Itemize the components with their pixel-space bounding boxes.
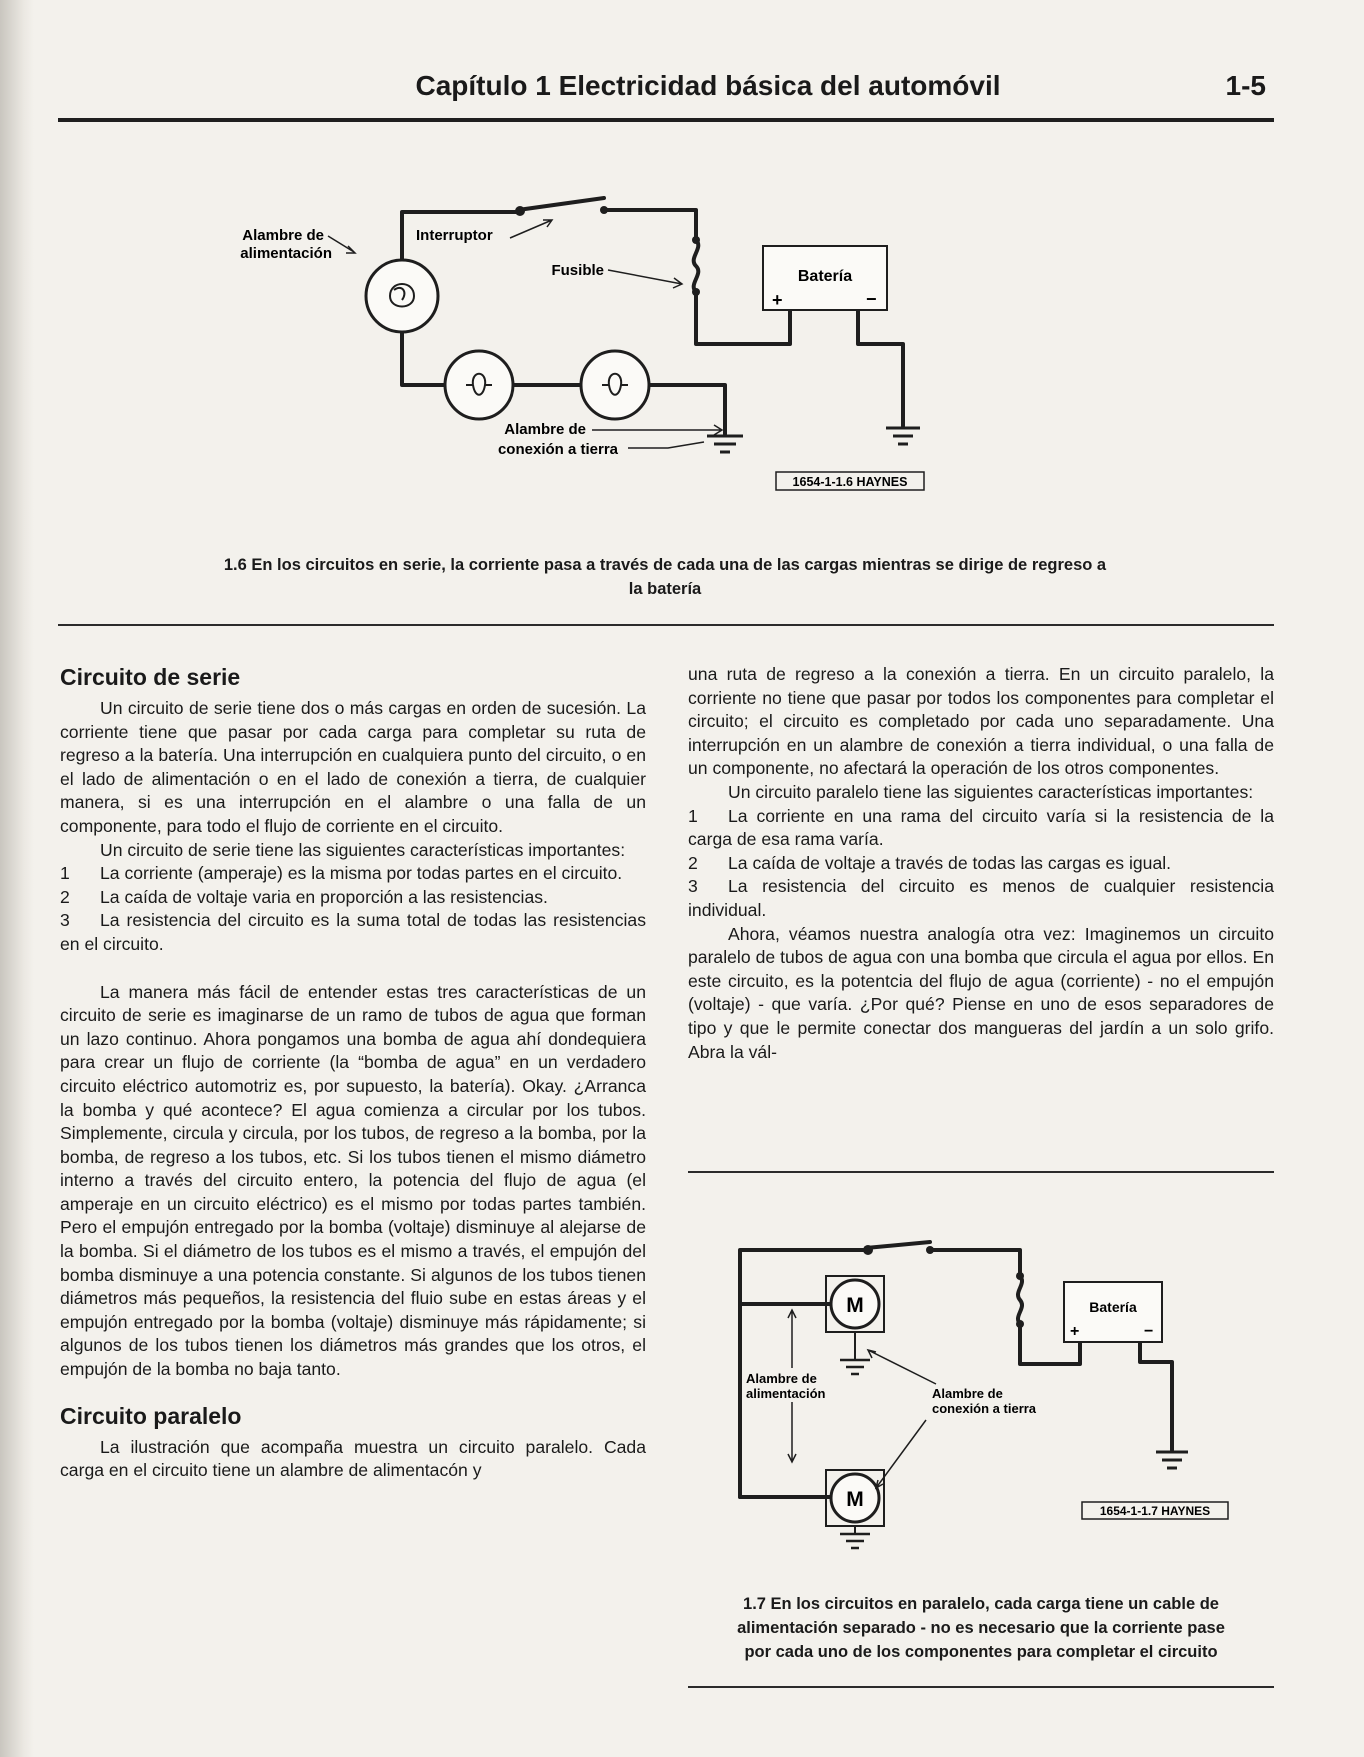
battery-label: Batería xyxy=(797,268,853,285)
switch-label: Interruptor xyxy=(416,227,493,244)
figure-1-7-caption xyxy=(688,1592,1274,1664)
paragraph: Ahora, véamos nuestra analogía otra vez: Imaginemos un circuito paralelo de tubos de agua con una bomba que circula el agua por ellos. En este circuito, es la potentcia del flujo de agua (corriente) - no el empujón (voltaje) - que varía. ¿Por qué? Piense en uno de esos separadores de tipo y que le permite conectar dos mangueras del jardín a un solo grifo. Abra la vál- xyxy=(688,923,1274,1062)
battery-minus: − xyxy=(1144,1323,1154,1340)
caption-line-1: 1.6 En los circuitos en serie, la corriente pasa a través de cada una de las cargas mientras se dirige de regreso a xyxy=(223,556,1107,574)
fuse-symbol xyxy=(1018,1276,1022,1324)
ground-symbol-icon xyxy=(840,1360,870,1374)
page-binding-shadow xyxy=(0,0,34,1757)
ground-symbol-icon xyxy=(707,436,743,452)
paragraph: Un circuito de serie tiene las siguientes características importantes: xyxy=(100,839,626,860)
arrow-icon xyxy=(788,1310,796,1368)
ground-symbol-icon xyxy=(840,1534,870,1548)
arrow-icon xyxy=(592,425,722,435)
caption-line-2: la batería xyxy=(628,580,702,598)
feed-wire-label-1: Alambre de xyxy=(242,227,324,244)
caption-line-3: por cada uno de los componentes para completar el circuito xyxy=(744,1643,1218,1661)
battery-plus: + xyxy=(1070,1323,1080,1340)
switch-pivot xyxy=(515,206,525,216)
list-number: 2 xyxy=(688,852,698,873)
paragraph: La manera más fácil de entender estas tres características de un circuito de serie es imaginarse de un ramo de tubos de agua que forman un lazo continuo. Ahora pongamos una bomba de agua ahí dondequiera para crear un flujo de corriente (la “bomba de agua” en un verdadero circuito eléctrico automotriz es, por supuesto, la batería). Okay. ¿Arranca la bomba y qué acontece? El agua comienza a circular por los tubos. Simplemente, circula y circula, por los tubos, de regreso a la bomba, por la bomba, de regreso a los tubos, etc. Si los tubos tienen el mismo diámetro interno a través del circuito entero, la potencia del flujo de agua (el amperaje en un circuito eléctrico) es el mismo por todas partes también. Pero el empujón entregado por la bomba (voltaje) disminuye al alejarse de la bomba. Si el diámetro de los tubos es el mismo a través, el empujón del bomba disminuye a una potencia constante. Si algunos de los tubos tienen diámetros más pequeños, la resistencia del fluio sube en estas áreas y el empujón entregado por la bomba (voltaje) disminuye más rápidamente; si algunos de los tubos tienen los diámetros más grandes que los otros, el empujón de la bomba no baja tanto. xyxy=(60,981,646,1380)
arrow-icon xyxy=(510,220,552,238)
parallel-heading: Circuito paralelo xyxy=(60,1402,242,1429)
divider xyxy=(58,624,1274,626)
series-heading: Circuito de serie xyxy=(60,664,241,690)
ground-symbol-icon xyxy=(1156,1452,1188,1468)
list-item xyxy=(60,862,646,886)
ground-wire-label-1: Alambre de xyxy=(504,421,586,438)
arrow-icon xyxy=(868,1350,936,1384)
paragraph: Un circuito paralelo tiene las siguientes características importantes: xyxy=(728,781,1254,802)
series-circuit-diagram xyxy=(230,180,950,500)
list-number: 3 xyxy=(688,876,698,897)
arrow-icon xyxy=(876,1420,926,1488)
battery-label: Batería xyxy=(1089,1299,1137,1315)
list-item xyxy=(60,886,646,910)
figure-code-label: 1654-1-1.6 HAYNES xyxy=(792,475,908,489)
arrow-icon xyxy=(328,236,355,253)
fuse-symbol xyxy=(694,240,699,292)
figure-code-label: 1654-1-1.7 HAYNES xyxy=(1099,1504,1211,1518)
list-number: 1 xyxy=(60,863,70,884)
parallel-circuit-diagram xyxy=(730,1232,1250,1552)
list-item xyxy=(688,805,1274,852)
list-text: La caída de voltaje a través de todas las cargas es igual. xyxy=(728,852,1172,873)
arrow-icon xyxy=(788,1402,796,1462)
battery-minus: − xyxy=(866,289,877,309)
list-text: La resistencia del circuito es la suma total de todas las resistencias en el circuito. xyxy=(60,910,646,954)
left-column xyxy=(60,663,646,1483)
page-header xyxy=(58,58,1274,122)
chapter-title: Capítulo 1 Electricidad básica del automóvil xyxy=(415,70,1001,101)
arrow-icon xyxy=(628,442,704,448)
list-number: 3 xyxy=(60,910,70,931)
figure-1-6-caption xyxy=(120,553,1210,601)
right-column xyxy=(688,663,1274,1064)
feed-wire-label-2: alimentación xyxy=(746,1386,826,1401)
list-text: La corriente (amperaje) es la misma por todas partes en el circuito. xyxy=(100,863,623,884)
lamp-2-icon xyxy=(445,351,513,419)
motor-2-label: M xyxy=(846,1488,864,1511)
paragraph: Un circuito de serie tiene dos o más cargas en orden de sucesión. La corriente tiene que pasar por cada carga para completar su ruta de regreso a la batería. Una interrupción en cualquiera punto del circuito, o en el lado de alimentación o en el lado de conexión a tierra, de cualquier manera, si es una interrupción en el alambre o una falla de un componente, para todo el flujo de corriente en el circuito. xyxy=(60,698,646,836)
series-wire xyxy=(402,332,446,385)
paragraph: La ilustración que acompaña muestra un circuito paralelo. Cada carga en el circuito tiene un alambre de alimentacón y xyxy=(60,1436,646,1481)
switch-blade xyxy=(866,1242,930,1248)
caption-line-2: alimentación separado - no es necesario que la corriente pase xyxy=(737,1619,1225,1637)
page-number: 1-5 xyxy=(1225,70,1266,101)
ground-wire-label-2: conexión a tierra xyxy=(932,1401,1037,1416)
battery-plus: + xyxy=(772,290,783,310)
feed-wire-label-1: Alambre de xyxy=(746,1371,817,1386)
top-wire-right xyxy=(604,210,696,240)
list-item xyxy=(60,909,646,956)
list-number: 2 xyxy=(60,886,70,907)
divider xyxy=(688,1686,1274,1688)
lamp-1-icon xyxy=(366,260,438,332)
list-item xyxy=(688,875,1274,922)
list-item xyxy=(688,852,1274,876)
motor-1-label: M xyxy=(846,1294,864,1317)
feed-wire-label-2: alimentación xyxy=(240,245,332,262)
fuse-label: Fusible xyxy=(551,262,604,279)
caption-line-1: 1.7 En los circuitos en paralelo, cada carga tiene un cable de xyxy=(743,1595,1219,1613)
list-text: La resistencia del circuito es menos de cualquier resistencia individual. xyxy=(688,876,1274,920)
ground-wire-label-2: conexión a tierra xyxy=(497,441,619,458)
switch-contact xyxy=(600,206,608,214)
ground-symbol-icon xyxy=(886,428,920,444)
arrow-icon xyxy=(608,270,682,288)
paragraph: una ruta de regreso a la conexión a tierra. En un circuito paralelo, la corriente no tiene que pasar por todos los componentes para completar el circuito; el circuito es completado por cada uno separadamente. Una interrupción en un alambre de conexión a tierra individual, o una falla de un componente, no afectará la operación de los otros componentes. xyxy=(688,664,1274,779)
list-number: 1 xyxy=(688,805,698,826)
switch-blade xyxy=(518,198,604,210)
ground-wire-label-1: Alambre de xyxy=(932,1386,1003,1401)
list-text: La corriente en una rama del circuito varía si la resistencia de la carga de esa rama varía. xyxy=(688,805,1274,850)
lamp-3-icon xyxy=(581,351,649,419)
divider xyxy=(688,1171,1274,1173)
list-text: La caída de voltaje varia en proporción a las resistencias. xyxy=(100,886,548,907)
